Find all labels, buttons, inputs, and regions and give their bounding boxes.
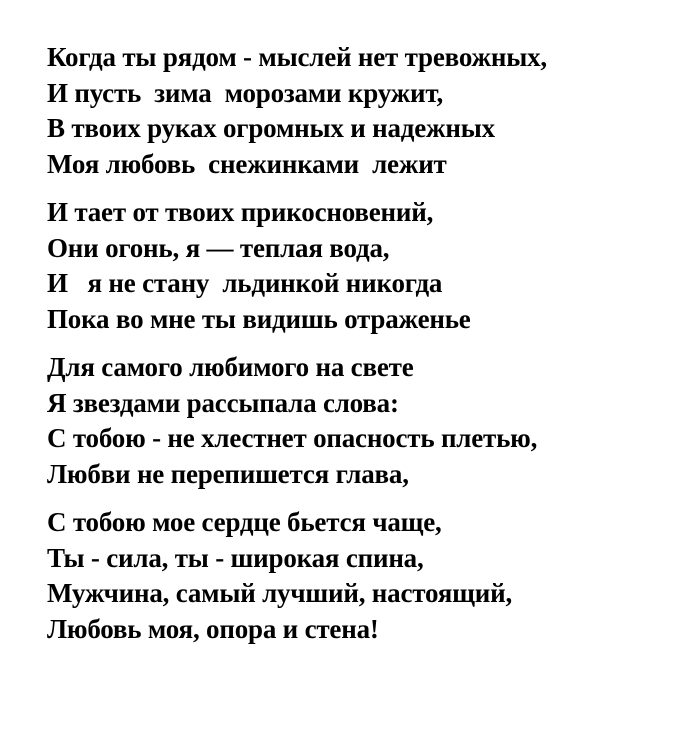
poem-line: И я не стану льдинкой никогда bbox=[47, 268, 443, 298]
poem-line: Ты - сила, ты - широкая спина, bbox=[47, 542, 424, 573]
poem-text bbox=[47, 40, 687, 647]
poem-line: Моя любовь снежинками лежит bbox=[47, 148, 447, 179]
stanza-1 bbox=[47, 40, 687, 182]
poem-line: Они огонь, я — теплая вода, bbox=[47, 232, 390, 263]
poem-line: И пусть зима морозами кружит, bbox=[47, 77, 443, 108]
poem-line: С тобою - не хлестнет опасность плетью, bbox=[47, 423, 538, 453]
poem-line: Пока во мне ты видишь отраженье bbox=[47, 303, 471, 334]
poem-line: И тает от твоих прикосновений, bbox=[47, 197, 434, 227]
stanza-4 bbox=[47, 505, 687, 647]
poem-line: Мужчина, самый лучший, настоящий, bbox=[47, 578, 512, 608]
poem-line: Когда ты рядом - мыслей нет тревожных, bbox=[47, 42, 547, 72]
poem-line: Любви не перепишется глава, bbox=[47, 458, 409, 489]
stanza-2 bbox=[47, 195, 687, 337]
poem-line: Я звездами рассыпала слова: bbox=[47, 387, 399, 418]
poem-line: В твоих руках огромных и надежных bbox=[47, 113, 495, 143]
poem-line: Для самого любимого на свете bbox=[47, 352, 414, 382]
stanza-3 bbox=[47, 350, 687, 492]
poem-line: Любовь моя, опора и стена! bbox=[47, 613, 379, 644]
poem-line: С тобою мое сердце бьется чаще, bbox=[47, 507, 442, 537]
